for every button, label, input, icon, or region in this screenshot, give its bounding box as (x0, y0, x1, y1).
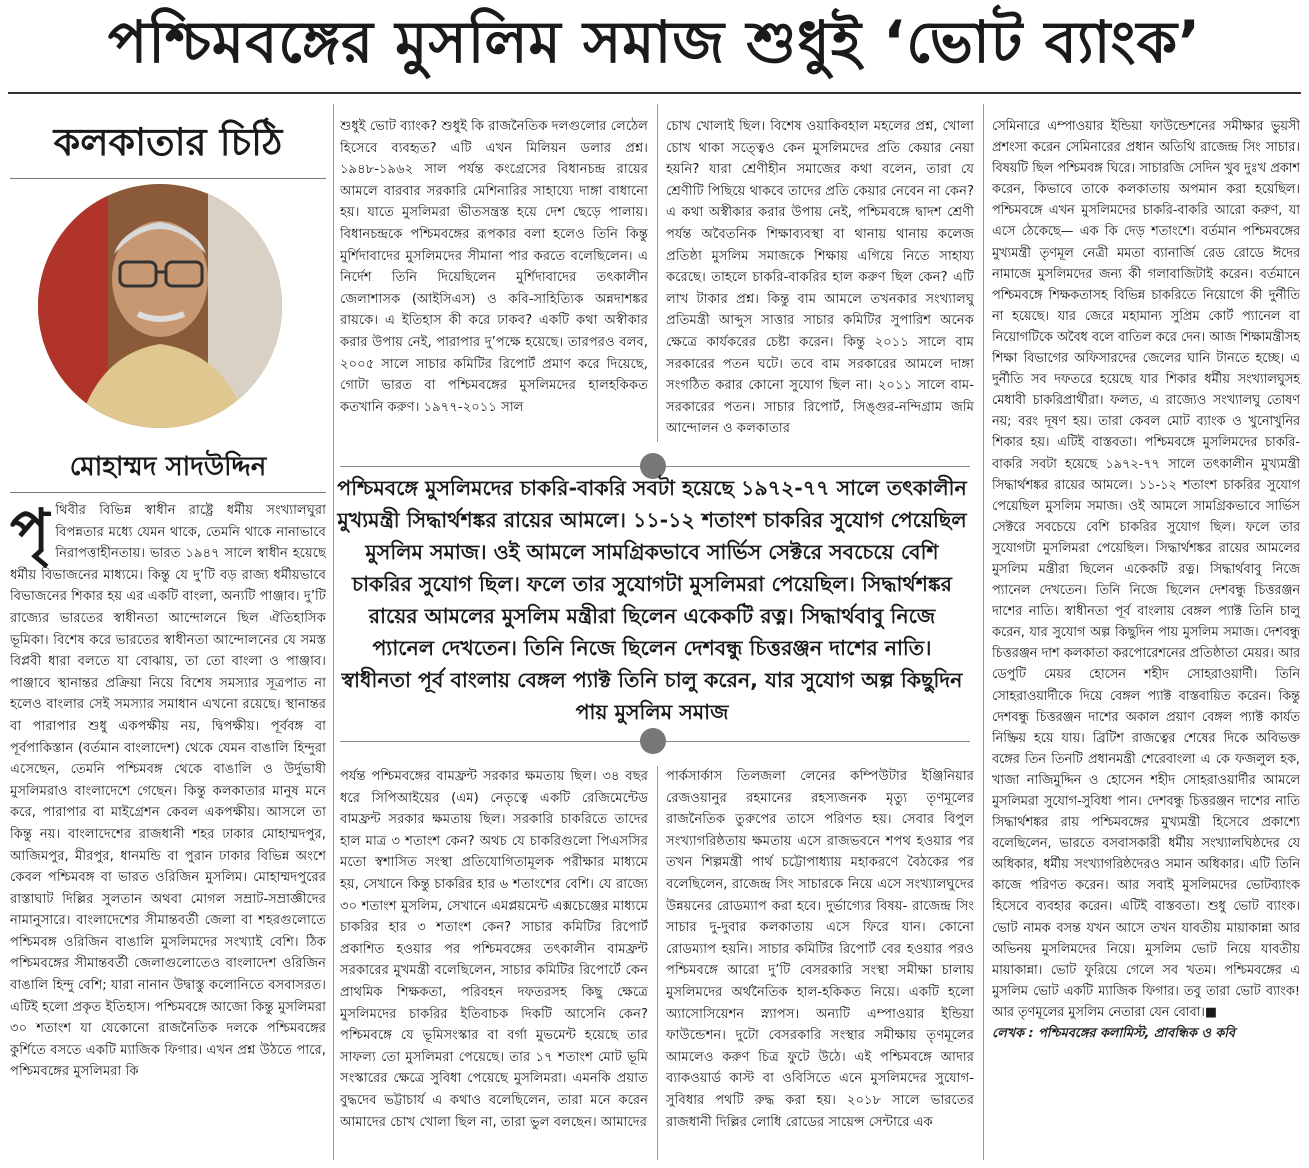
pullquote-bottom-dot (640, 728, 666, 754)
headline-rule (8, 92, 1301, 94)
column-2-top-text: শুধুই ভোট ব্যাংক? শুধুই কি রাজনৈতিক দলগুলোর লেঠেল হিসেবে ব্যবহৃত? এটি এখন মিলিয়ন ডলার প্রশ্ন। ১৯৪৮-১৯৬২ সাল পর্যন্ত কংগ্রেসের বিধানচন্দ্র রায়ের আমলে বারবার সরকারি মেশিনারির সাহায্যে দাঙ্গা বাধানো হয়। যাতে মুসলিমরা ভীতসন্ত্রস্ত হয়ে দেশ ছেড়ে পালায়। বিধানচন্দ্রকে পশ্চিমবঙ্গের রূপকার বলা হলেও তিনি কিন্তু মুর্শিদাবাদের মুসলিমদের সীমানা পার করতে বলেছিলেন। এ নির্দেশ তিনি দিয়েছিলেন মুর্শিদাবাদের তৎকালীন জেলাশাসক (আইসিএস) ও কবি-সাহিত্যিক অন্নদাশঙ্কর রায়কে। এ ইতিহাস কী করে ঢাকব? একটি কথা অস্বীকার করার উপায় নেই, পারাপার দু’পক্ষে হয়েছে। তারপরও বলব, ২০০৫ সালে সাচার কমিটির রিপোর্ট প্রমাণ করে দিয়েছে, গোটা ভারত বা পশ্চিমবঙ্গের মুসলিমদের হালহকিকত কতখানি করুণ। ১৯৭৭-২০১১ সাল (340, 119, 648, 415)
headline: পশ্চিমবঙ্গের মুসলিম সমাজ শুধুই ‘ভোট ব্যাংক’ (107, 7, 1202, 76)
pullquote-text: পশ্চিমবঙ্গে মুসলিমদের চাকরি-বাকরি সবটা হয়েছে ১৯৭২-৭৭ সালে তৎকালীন মুখ্যমন্ত্রী সিদ্ধার্থশঙ্কর রায়ের আমলে। ১১-১২ শতাংশ চাকরির সুযোগ পেয়েছিল মুসলিম সমাজ। ওই আমলে সামগ্রিকভাবে সার্ভিস সেক্টরে সবচেয়ে বেশি চাকরির সুযোগ ছিল। ফলে তার সুযোগটা মুসলিমরা পেয়েছিল। সিদ্ধার্থশঙ্কর রায়ের আমলের মুসলিম মন্ত্রীরা ছিলেন একেকটি রত্ন। সিদ্ধার্থবাবু নিজে প্যানেল দেখতেন। তিনি নিজে ছিলেন দেশবন্ধু চিত্তরঞ্জন দাশের নাতি। স্বাধীনতা পূর্ব বাংলায় বেঙ্গল প্যাক্ট তিনি চালু করেন, যার সুযোগ অল্প কিছুদিন পায় মুসলিম সমাজ (337, 476, 967, 724)
divider-3 (983, 104, 984, 1160)
author-name: মোহাম্মদ সাদউদ্দিন (69, 452, 267, 482)
column-1-text: থিবীর বিভিন্ন স্বাধীন রাষ্ট্রে ধর্মীয় সংখ্যালঘুরা বিপন্নতার মধ্যে যেমন থাকে, তেমনি থাকে নানাভাবে নিরাপত্তাহীনতায়। ভারত ১৯৪৭ সালে স্বাধীন হয়েছে ধর্মীয় বিভাজনের মাধ্যমে। কিন্তু যে দু’টি বড় রাজ্য ধর্মীয়ভাবে বিভাজনের শিকার হয় এর একটি বাংলা, অন্যটি পাঞ্জাব। দু’টি রাজ্যের ভারতের স্বাধীনতা আন্দোলনে ছিল ঐতিহাসিক ভূমিকা। বিশেষ করে ভারতের স্বাধীনতা আন্দোলনের যে সমস্ত বিপ্লবী ধারা বলতে যা বোঝায়, তা তো বাংলা ও পাঞ্জাব। পাঞ্জাবে স্থানান্তর প্রক্রিয়া নিয়ে বিশেষ সমস্যার সূত্রপাত না হলেও বাংলার সেই সমস্যার সমাধান এখনো রয়েছে। স্থানান্তর বা পারাপার শুধু একপক্ষীয় নয়, দ্বিপক্ষীয়। পূর্ববঙ্গ বা পূর্বপাকিস্তান (বর্তমান বাংলাদেশ) থেকে যেমন বাঙালি হিন্দুরা এসেছেন, তেমনি পশ্চিমবঙ্গ থেকে বাঙালি ও উর্দুভাষী মুসলিমরাও বাংলাদেশে গেছেন। কিন্তু কলকাতার মানুষ মনে করে, পারাপার বা মাইগ্রেশন কেবল একপক্ষীয়। আসলে তা কিন্তু নয়। বাংলাদেশের রাজধানী শহর ঢাকার মোহাম্মদপুর, আজিমপুর, মীরপুর, ধানমন্ডি বা পুরান ঢাকার বিভিন্ন অংশে কেবল পশ্চিমবঙ্গ বা ভারত ওরিজিন মুসলিম। মোহাম্মদপুরের রাস্তাঘাট দিল্লির সুলতান অথবা মোগল সম্রাট-সম্রাজ্ঞীদের নামানুসারে। বাংলাদেশের সীমান্তবর্তী জেলা বা শহরগুলোতে পশ্চিমবঙ্গ ওরিজিন বাঙালি মুসলিমদের সংখ্যাই বেশি। ঠিক পশ্চিমবঙ্গের সীমান্তবর্তী জেলাগুলোতেও বাংলাদেশ ওরিজিন বাঙালি হিন্দু বেশি; যারা নানান উদ্বাস্তু কলোনিতে বসবাসরত। এটিই হলো প্রকৃত ইতিহাস। পশ্চিমবঙ্গে আজো কিন্তু মুসলিমরা ৩০ শতাংশ যা যেকোনো রাজনৈতিক দলকে পশ্চিমবঙ্গের কুর্শিতে বসতে একটি ম্যাজিক ফিগার। এখন প্রশ্ন উঠতে পারে, পশ্চিমবঙ্গের মুসলিমরা কি (10, 503, 326, 1080)
pullquote (336, 472, 968, 730)
column-3-bottom (666, 766, 974, 1162)
divider-2-bottom (657, 766, 658, 1160)
column-3-top-text: চোখ খোলাই ছিল। বিশেষ ওয়াকিবহাল মহলের প্রশ্ন, খোলা চোখ থাকা সত্ত্বেও কেন মুসলিমদের প্রতি কেয়ার নেয়া হয়নি? যারা শ্রেণীহীন সমাজের কথা বলেন, তারা যে শ্রেণীটি পিছিয়ে থাকবে তাদের প্রতি কেয়ার নেবেন না কেন? এ কথা অস্বীকার করার উপায় নেই, পশ্চিমবঙ্গে দ্বাদশ শ্রেণী পর্যন্ত অবৈতনিক শিক্ষাব্যবস্থা বা থানায় থানায় কলেজ প্রতিষ্ঠা মুসলিম সমাজকে শিক্ষায় এগিয়ে নিতে সাহায্য করেছে। তাহলে চাকরি-বাকরির হাল করুণ ছিল কেন? এটি লাখ টাকার প্রশ্ন। কিন্তু বাম আমলে তখনকার সংখ্যালঘু প্রতিমন্ত্রী আব্দুস সাত্তার সাচার কমিটির সুপারিশ অনেক ক্ষেত্রে কার্যকরের চেষ্টা করেন। কিন্তু ২০১১ সালে বাম সরকারের পতন ঘটে। তবে বাম সরকারের আমলে দাঙ্গা সংগঠিত করার কোনো সুযোগ ছিল না। ২০১১ সালে বাম-সরকারের পতন। সাচার রিপোর্ট, সিঙ্গুর-নন্দিগ্রাম জমি আন্দোলন ও কলকাতার (666, 119, 974, 437)
column-1-body (10, 500, 326, 1164)
column-2-top (340, 116, 648, 448)
column-4 (992, 116, 1300, 1164)
column-2-bottom-text: পর্যন্ত পশ্চিমবঙ্গের বামফ্রন্ট সরকার ক্ষমতায় ছিল। ৩৪ বছর ধরে সিপিআইয়ের (এম) নেতৃত্বে একটি রেজিমেন্টেড বামফ্রন্ট সরকার ক্ষমতায় ছিল। সরকারি চাকরিতে তাদের হাল মাত্র ৩ শতাংশ কেন? অথচ যে চাকরিগুলো পিএসসির মতো স্বশাসিত সংস্থা প্রতিযোগিতামূলক পরীক্ষার মাধ্যমে হয়, সেখানে কিন্তু চাকরির হার ৬ শতাংশের বেশি। যে রাজ্যে ৩০ শতাংশ মুসলিম, সেখানে এমপ্লয়মেন্ট এক্সচেঞ্জের মাধ্যমে চাকরির হার ৩ শতাংশ কেন? সাচার কমিটির রিপোর্ট প্রকাশিত হওয়ার পর পশ্চিমবঙ্গের তৎকালীন বামফ্রন্ট সরকারের মুখমন্ত্রী বলেছিলেন, সাচার কমিটির রিপোর্টে কেন প্রাথমিক শিক্ষকতা, পরিবহন দফতরসহ কিছু ক্ষেত্রে মুসলিমদের চাকরির ইতিবাচক দিকটি আসেনি কেন? পশ্চিমবঙ্গে যে ভূমিসংস্কার বা বর্গা মুভমেন্ট হয়েছে তার সাফল্য তো মুসলিমরা পেয়েছে। তার ১৭ শতাংশ মোট ভূমি সংস্কারের ক্ষেত্রে সুবিধা পেয়েছে মুসলিমরা। এমনকি প্রয়াত বুদ্ধদেব ভট্টাচার্য এ কথাও বলেছিলেন, তারা মনে করেন আমাদের চোখ খোলা ছিল না, তারা ভুল বলছেন। আমাদের (340, 769, 648, 1130)
byline: লেখক : পশ্চিমবঙ্গের কলামিস্ট, প্রাবন্ধিক ও কবি (992, 1026, 1236, 1042)
author-photo (38, 184, 282, 428)
end-mark: ■ (1204, 1004, 1217, 1020)
drop-cap: পৃ (10, 500, 50, 564)
column-title: কলকাতার চিঠি (53, 120, 283, 164)
divider-2-top (657, 104, 658, 442)
column-4-text: সেমিনারে এম্পাওয়ার ইন্ডিয়া ফাউন্ডেশনের সমীক্ষার ভুয়সী প্রশংসা করেন সেমিনারের প্রধান অতিথি রাজেন্দ্র সিং সাচার। বিষয়টি ছিল পশ্চিমবঙ্গ ঘিরে। সাচারজি সেদিন খুব দুঃখ প্রকাশ করেন, কিভাবে তাকে কলকাতায় অপমান করা হয়েছিল। পশ্চিমবঙ্গে এখন মুসলিমদের চাকরি-বাকরি আরো করুণ, যা এসে ঠেকেছে— এক কি দেড় শতাংশে। বর্তমান পশ্চিমবঙ্গের মুখ্যমন্ত্রী তৃণমূল নেত্রী মমতা ব্যানার্জি রেড রোডে ঈদের নামাজে মুসলিমদের জন্য কী গলাবাজিটাই করেন। বর্তমানে পশ্চিমবঙ্গে শিক্ষকতাসহ বিভিন্ন চাকরিতে নিয়োগে কী দুর্নীতি না হয়েছে। যার জেরে মহামান্য সুপ্রিম কোর্ট প্যানেল বা নিয়োগটিকে অবৈধ বলে বাতিল করে দেন। আজ শিক্ষামন্ত্রীসহ শিক্ষা বিভাগের অফিসারদের জেলের ঘানি টানতে হচ্ছে। এ দুর্নীতি সব দফতরে হয়েছে যার শিকার ধর্মীয় সংখ্যালঘুসহ মেধাবী চাকরিপ্রার্থীরা। ফলত, এ রাজ্যেও সংখ্যালঘু তোষণ নয়; বরং দূষণ হয়। তারা কেবল মোট ব্যাংক ও খুনোখুনির শিকার হয়। এটিই বাস্তবতা। পশ্চিমবঙ্গে মুসলিমদের চাকরি-বাকরি সবটা হয়েছে ১৯৭২-৭৭ সালে তৎকালীন মুখ্যমন্ত্রী সিদ্ধার্থশঙ্কর রায়ের আমলে। ১১-১২ শতাংশ চাকরির সুযোগ পেয়েছিল মুসলিম সমাজ। ওই আমলে সামগ্রিকভাবে সার্ভিস সেক্টরে সবচেয়ে বেশি চাকরির সুযোগ ছিল। ফলে তার সুযোগটা মুসলিমরা পেয়েছিল। সিদ্ধার্থশঙ্কর রায়ের আমলের মুসলিম মন্ত্রীরা ছিলেন একেকটি রত্ন। সিদ্ধার্থবাবু নিজে প্যানেল দেখতেন। তিনি নিজে ছিলেন দেশবন্ধু চিত্তরঞ্জন দাশের নাতি। স্বাধীনতা পূর্ব বাংলায় বেঙ্গল প্যাক্ট তিনি চালু করেন, যার সুযোগ অল্প কিছুদিন পায় মুসলিম সমাজ। দেশবন্ধু চিত্তরঞ্জন দাশ কলকাতা করপোরেশনের প্রতিষ্ঠাতা মেয়র। আর ডেপুটি মেয়র হোসেন শহীদ সোহরাওয়ার্দী। তিনি সোহরাওয়ার্দীকে দিয়ে বেঙ্গল প্যাক্ট বাস্তবায়িত করেন। কিন্তু দেশবন্ধু চিত্তরঞ্জন দাশের অকাল প্রয়াণ বেঙ্গল প্যাক্ট কার্যত নিষ্ক্রিয় হয়ে যায়। ব্রিটিশ রাজত্বের শেষের দিকে অবিভক্ত বঙ্গের তিন তিনটি প্রধানমন্ত্রী শেরেবাংলা এ কে ফজলুল হক, খাজা নাজিমুদ্দিন ও হোসেন শহীদ সোহরাওয়ার্দীর আমলে মুসলিমরা সুযোগ-সুবিধা পান। দেশবন্ধু চিত্তরঞ্জন দাশের নাতি সিদ্ধার্থশঙ্কর রায় পশ্চিমবঙ্গের মুখ্যমন্ত্রী হিসেবে প্রকাশ্যে বলেছিলেন, ভারতে বসবাসকারী ধর্মীয় সংখ্যালঘিষ্ঠদের যে অধিকার, ধর্মীয় সংখ্যাগরিষ্ঠদেরও সমান অধিকার। এটি তিনি কাজে পরিণত করেন। আর সবাই মুসলিমদের ভোটব্যাংক হিসেবে ব্যবহার করেন। এটিই বাস্তবতা। শুধু ভোট ব্যাংক। ভোট নামক বসন্ত যখন আসে তখন যাবতীয় মায়াকান্না আর অভিনয় মুসলিমদের নিয়ে। মুসলিম ভোট নিয়ে যাবতীয় মায়াকান্না। ভোট ফুরিয়ে গেলে সব খতম। পশ্চিমবঙ্গের এ মুসলিম ভোট একটি ম্যাজিক ফিগার। তবু তারা ভোট ব্যাংক! আর তৃণমূলের মুসলিম নেতারা যেন বোবা। (992, 119, 1300, 1020)
column-3-bottom-text: পার্কসার্কাস তিলজলা লেনের কম্পিউটার ইঞ্জিনিয়ার রেজওয়ানুর রহমানের রহস্যজনক মৃত্যু তৃণমূলের রাজনৈতিক তুরুপের তাসে পরিণত হয়। সেবার বিপুল সংখ্যাগরিষ্ঠতায় ক্ষমতায় এসে রাজভবনে শপথ হওয়ার পর তখন শিল্পমন্ত্রী পার্থ চট্টোপাধ্যায় মহাকরণে বৈঠকের পর বলেছিলেন, রাজেন্দ্র সিং সাচারকে নিয়ে এসে সংখ্যালঘুদের উন্নয়নের রোডম্যাপ করা হবে। দুর্ভাগ্যের বিষয়- রাজেন্দ্র সিং সাচার দু-দুবার কলকাতায় এসে ফিরে যান। কোনো রোডম্যাপ হয়নি। সাচার কমিটির রিপোর্ট বের হওয়ার পরও পশ্চিমবঙ্গে আরো দু’টি বেসরকারি সংস্থা সমীক্ষা চালায় মুসলিমদের অর্থনৈতিক হাল-হকিকত নিয়ে। একটি হলো অ্যাসোসিয়েশন স্ন্যাপস। অন্যটি এম্পাওয়ার ইন্ডিয়া ফাউন্ডেশন। দুটো বেসরকারি সংস্থার সমীক্ষায় তৃণমূলের আমলেও করুণ চিত্র ফুটে উঠে। এই পশ্চিমবঙ্গে আদার ব্যাকওয়ার্ড কাস্ট বা ওবিসিতে এনে মুসলিমদের সুযোগ-সুবিধার পথটি রুদ্ধ করা হয়। ২০১৮ সালে ভারতের রাজধানী দিল্লির লোধি রোডের সায়েন্স সেন্টারে এক (666, 769, 974, 1130)
column-3-top (666, 116, 974, 448)
divider-1 (333, 104, 334, 1160)
column-2-bottom (340, 766, 648, 1162)
column-title-rule (10, 178, 326, 179)
author-rule (10, 492, 326, 493)
